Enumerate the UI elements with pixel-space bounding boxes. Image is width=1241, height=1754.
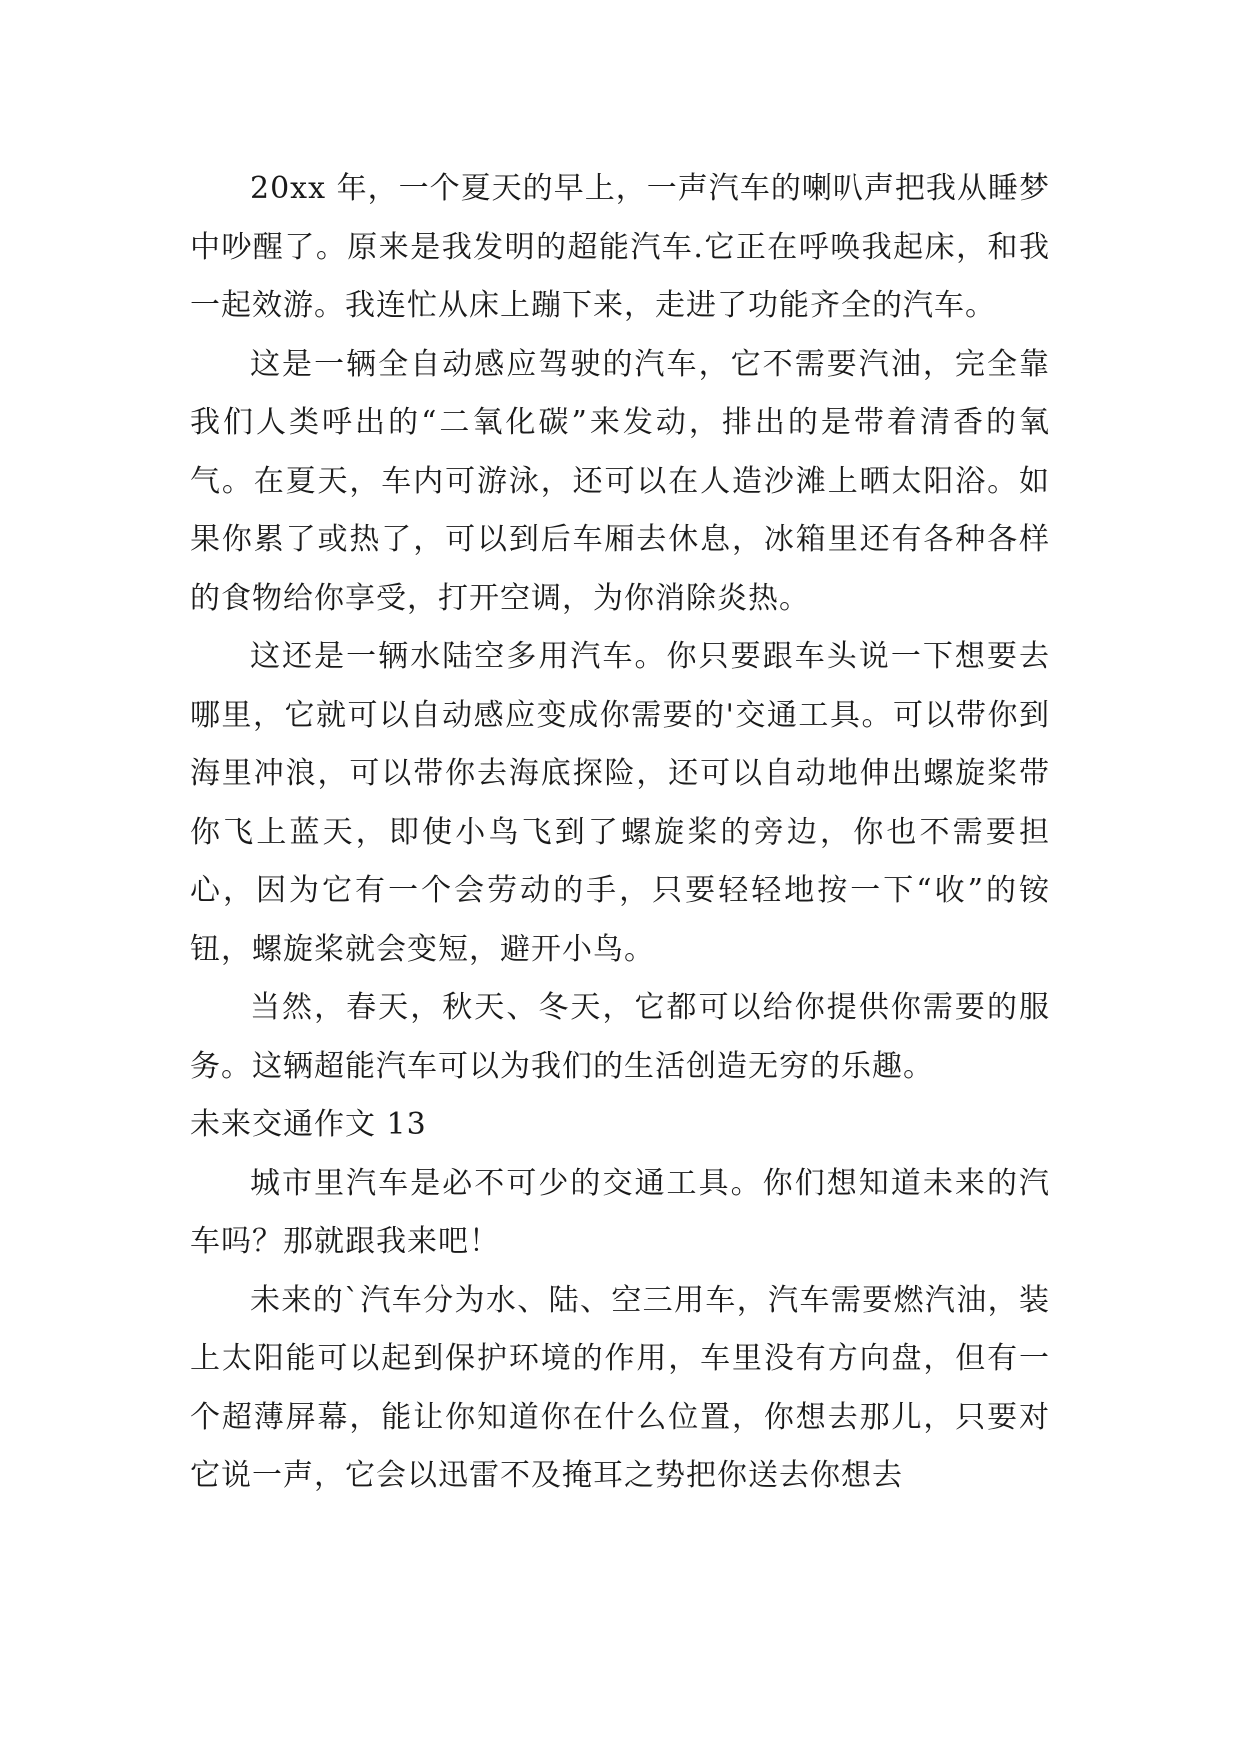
paragraph-1: 20xx 年，一个夏天的早上，一声汽车的喇叭声把我从睡梦中吵醒了。原来是我发明的超能汽车.它正在呼唤我起床，和我一起效游。我连忙从床上蹦下来，走进了功能齐全的汽车。 bbox=[190, 171, 1050, 323]
section-heading: 未来交通作文 13 bbox=[190, 1107, 427, 1142]
paragraph-2: 这是一辆全自动感应驾驶的汽车，它不需要汽油，完全靠我们人类呼出的“二氧化碳”来发动，排出的是带着清香的氧气。在夏天，车内可游泳，还可以在人造沙滩上晒太阳浴。如果你累了或热了，可以到后车厢去休息，冰箱里还有各种各样的食物给你享受，打开空调，为你消除炎热。 bbox=[190, 346, 1050, 616]
document-body bbox=[190, 160, 1050, 1506]
paragraph-3: 这还是一辆水陆空多用汽车。你只要跟车头说一下想要去哪里，它就可以自动感应变成你需要的'交通工具。可以带你到海里冲浪，可以带你去海底探险，还可以自动地伸出螺旋桨带你飞上蓝天，即使小鸟飞到了螺旋桨的旁边，你也不需要担心，因为它有一个会劳动的手，只要轻轻地按一下“收”的铵钮，螺旋桨就会变短，避开小鸟。 bbox=[190, 639, 1050, 967]
paragraph-5: 城市里汽车是必不可少的交通工具。你们想知道未来的汽车吗？那就跟我来吧！ bbox=[190, 1165, 1050, 1259]
paragraph-6: 未来的`汽车分为水、陆、空三用车，汽车需要燃汽油，装上太阳能可以起到保护环境的作用，车里没有方向盘，但有一个超薄屏幕，能让你知道你在什么位置，你想去那儿，只要对它说一声，它会以迅雷不及掩耳之势把你送去你想去 bbox=[190, 1282, 1050, 1493]
paragraph-4: 当然，春天，秋天、冬天，它都可以给你提供你需要的服务。这辆超能汽车可以为我们的生活创造无穷的乐趣。 bbox=[190, 990, 1050, 1084]
